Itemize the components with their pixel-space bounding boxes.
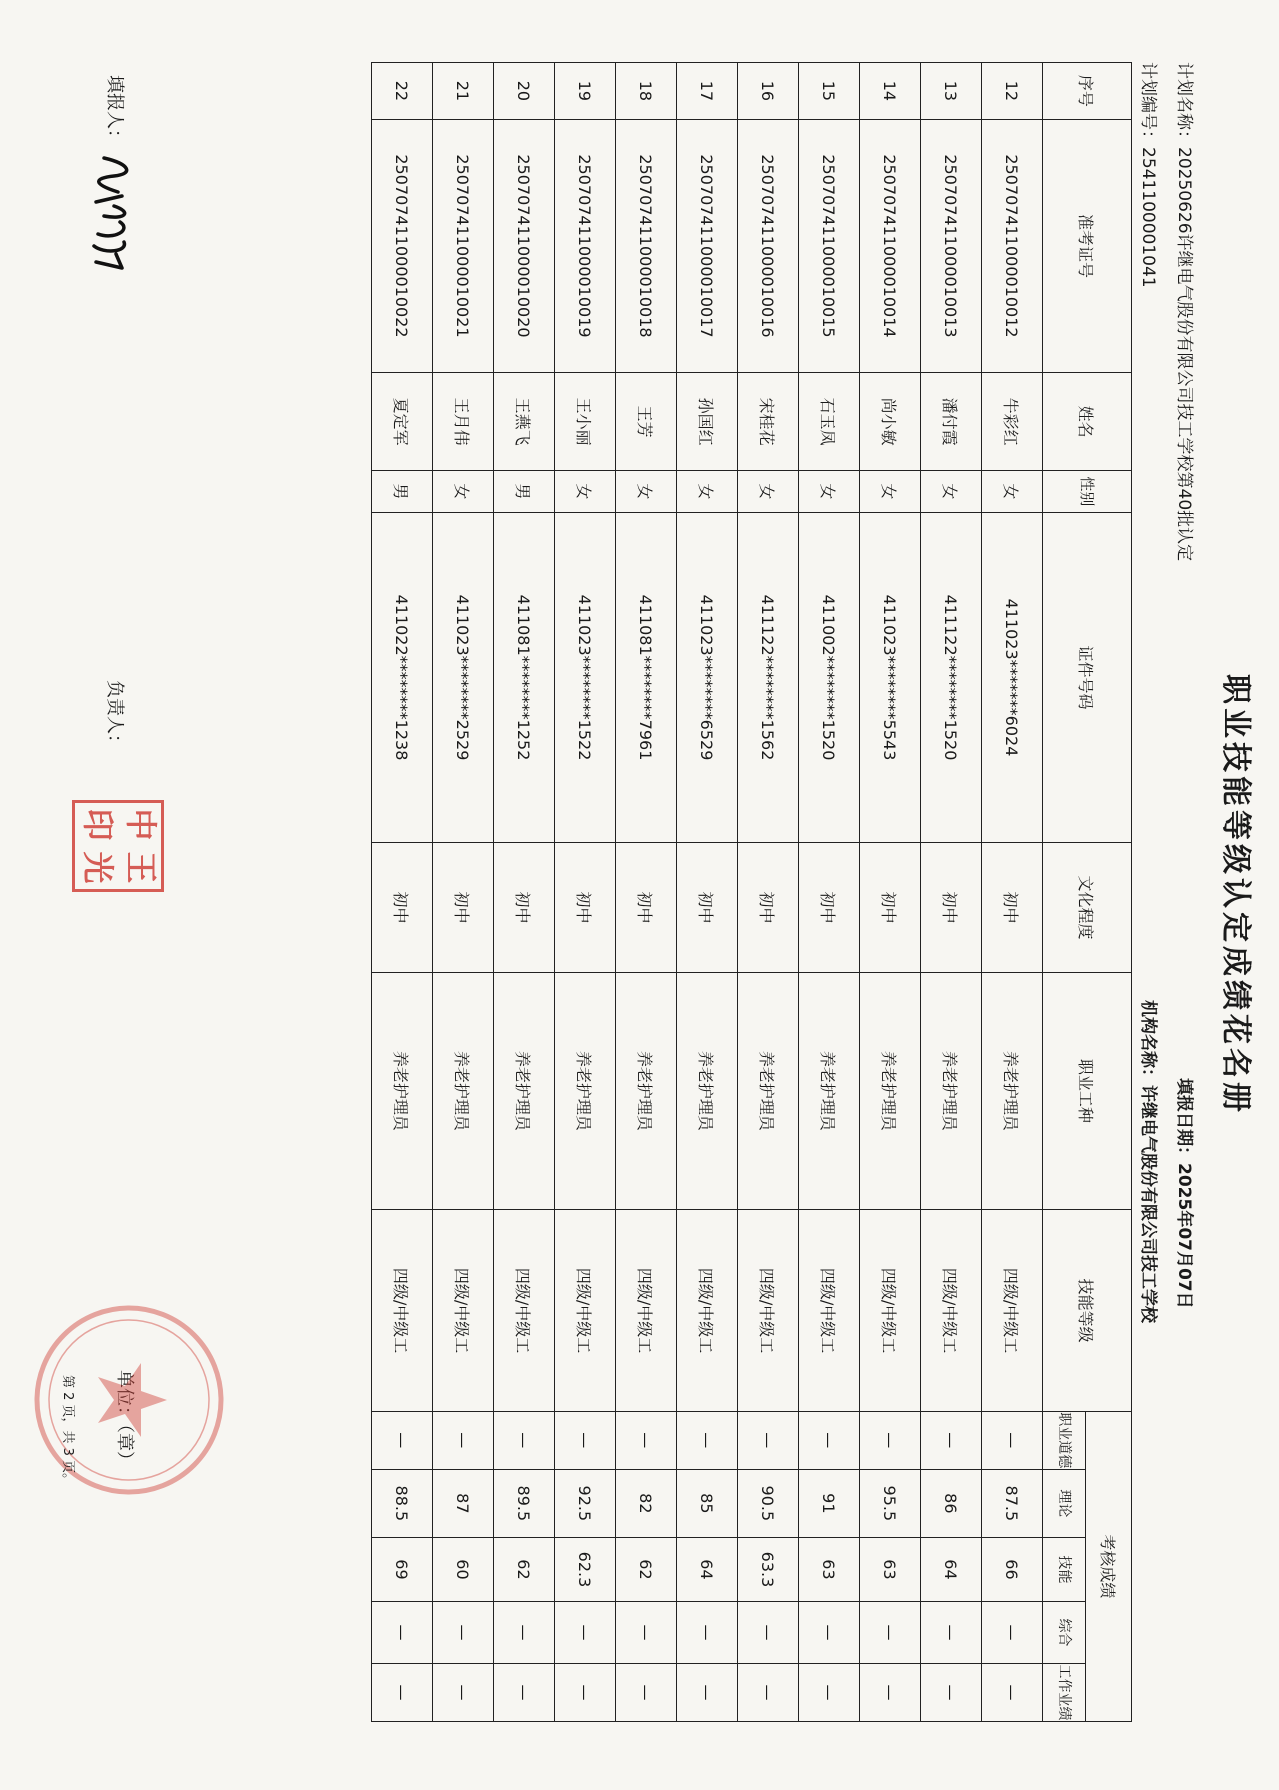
- cell-skill: 60: [433, 1537, 494, 1601]
- header-ethics: 职业道德: [1043, 1411, 1086, 1469]
- personal-seal: [72, 800, 164, 892]
- cell-name: 夏定军: [372, 373, 433, 471]
- cell-seq: 15: [799, 63, 860, 120]
- cell-exam-no: 250707411000010012: [982, 119, 1043, 372]
- table-row: [494, 63, 555, 1722]
- header-seq: 序号: [1043, 63, 1132, 120]
- cell-seq: 20: [494, 63, 555, 120]
- document-title: 职业技能等级认定成绩花名册: [1218, 674, 1253, 1116]
- seal-char: 光: [79, 851, 117, 884]
- cell-performance: —: [677, 1664, 738, 1722]
- cell-id-no: 411081********7961: [616, 512, 677, 843]
- cell-name: 潘付霞: [921, 373, 982, 471]
- table-row: [738, 63, 799, 1722]
- score-roster-table: [371, 62, 1132, 1722]
- cell-exam-no: 250707411000010019: [555, 119, 616, 372]
- cell-exam-no: 250707411000010016: [738, 119, 799, 372]
- organization-name: 机构名称：许继电气股份有限公司技工学校: [1138, 1000, 1158, 1323]
- cell-education: 初中: [860, 843, 921, 972]
- filler-label: 填报人：: [104, 75, 125, 147]
- cell-occupation: 养老护理员: [921, 972, 982, 1210]
- cell-occupation: 养老护理员: [494, 972, 555, 1210]
- table-row: [982, 63, 1043, 1722]
- header-performance: 工作业绩: [1043, 1664, 1086, 1722]
- cell-theory: 87.5: [982, 1469, 1043, 1537]
- cell-gender: 男: [494, 471, 555, 512]
- cell-name: 尚小敏: [860, 373, 921, 471]
- cell-ethics: —: [494, 1411, 555, 1469]
- header-name: 姓名: [1043, 373, 1132, 471]
- table-row: [921, 63, 982, 1722]
- cell-exam-no: 250707411000010020: [494, 119, 555, 372]
- header-id-no: 证件号码: [1043, 512, 1132, 843]
- cell-education: 初中: [799, 843, 860, 972]
- cell-ethics: —: [372, 1411, 433, 1469]
- cell-id-no: 411023********5543: [860, 512, 921, 843]
- cell-comprehensive: —: [677, 1602, 738, 1664]
- cell-gender: 女: [921, 471, 982, 512]
- seal-char: 中: [122, 808, 160, 841]
- cell-skill: 63.3: [738, 1537, 799, 1601]
- cell-theory: 95.5: [860, 1469, 921, 1537]
- cell-education: 初中: [433, 843, 494, 972]
- cell-performance: —: [555, 1664, 616, 1722]
- cell-theory: 86: [921, 1469, 982, 1537]
- unit-label: 单位：（章）: [114, 1370, 135, 1469]
- cell-ethics: —: [799, 1411, 860, 1469]
- cell-education: 初中: [982, 843, 1043, 972]
- cell-seq: 19: [555, 63, 616, 120]
- cell-education: 初中: [677, 843, 738, 972]
- cell-id-no: 411023********6529: [677, 512, 738, 843]
- cell-performance: —: [860, 1664, 921, 1722]
- cell-level: 四级/中级工: [555, 1210, 616, 1412]
- cell-comprehensive: —: [372, 1602, 433, 1664]
- cell-level: 四级/中级工: [372, 1210, 433, 1412]
- cell-comprehensive: —: [982, 1602, 1043, 1664]
- cell-theory: 88.5: [372, 1469, 433, 1537]
- plan-name: 计划名称：20250626许继电气股份有限公司技工学校第40批认定: [1174, 62, 1194, 562]
- seal-char: 印: [79, 808, 117, 841]
- cell-id-no: 411002********1520: [799, 512, 860, 843]
- fill-date: 填报日期：2025年07月07日: [1174, 1078, 1194, 1309]
- table-row: [433, 63, 494, 1722]
- cell-comprehensive: —: [616, 1602, 677, 1664]
- cell-ethics: —: [921, 1411, 982, 1469]
- cell-theory: 82: [616, 1469, 677, 1537]
- cell-exam-no: 250707411000010017: [677, 119, 738, 372]
- cell-skill: 64: [677, 1537, 738, 1601]
- cell-ethics: —: [677, 1411, 738, 1469]
- cell-gender: 女: [982, 471, 1043, 512]
- cell-occupation: 养老护理员: [372, 972, 433, 1210]
- cell-skill: 69: [372, 1537, 433, 1601]
- cell-seq: 21: [433, 63, 494, 120]
- cell-ethics: —: [738, 1411, 799, 1469]
- cell-gender: 女: [677, 471, 738, 512]
- cell-education: 初中: [555, 843, 616, 972]
- cell-performance: —: [921, 1664, 982, 1722]
- cell-performance: —: [799, 1664, 860, 1722]
- cell-seq: 22: [372, 63, 433, 120]
- cell-level: 四级/中级工: [982, 1210, 1043, 1412]
- cell-gender: 女: [555, 471, 616, 512]
- cell-theory: 87: [433, 1469, 494, 1537]
- cell-id-no: 411023*******6024: [982, 512, 1043, 843]
- header-scores: 考核成绩: [1086, 1411, 1132, 1721]
- cell-name: 宋桂花: [738, 373, 799, 471]
- cell-skill: 64: [921, 1537, 982, 1601]
- cell-education: 初中: [494, 843, 555, 972]
- cell-ethics: —: [433, 1411, 494, 1469]
- cell-exam-no: 250707411000010022: [372, 119, 433, 372]
- cell-gender: 女: [616, 471, 677, 512]
- cell-seq: 12: [982, 63, 1043, 120]
- header-education: 文化程度: [1043, 843, 1132, 972]
- cell-id-no: 411023********2529: [433, 512, 494, 843]
- cell-name: 王芳: [616, 373, 677, 471]
- header-theory: 理论: [1043, 1469, 1086, 1537]
- cell-theory: 85: [677, 1469, 738, 1537]
- cell-level: 四级/中级工: [433, 1210, 494, 1412]
- header-skill-level: 技能等级: [1043, 1210, 1132, 1412]
- cell-skill: 62: [616, 1537, 677, 1601]
- cell-exam-no: 250707411000010015: [799, 119, 860, 372]
- roster-body: [372, 63, 1043, 1722]
- cell-level: 四级/中级工: [677, 1210, 738, 1412]
- cell-seq: 18: [616, 63, 677, 120]
- table-row: [677, 63, 738, 1722]
- official-seal: [29, 1300, 229, 1500]
- cell-skill: 66: [982, 1537, 1043, 1601]
- cell-gender: 女: [860, 471, 921, 512]
- cell-name: 王小丽: [555, 373, 616, 471]
- cell-level: 四级/中级工: [738, 1210, 799, 1412]
- cell-exam-no: 250707411000010021: [433, 119, 494, 372]
- cell-seq: 17: [677, 63, 738, 120]
- cell-gender: 女: [799, 471, 860, 512]
- header-exam-no: 准考证号: [1043, 119, 1132, 372]
- cell-skill: 63: [799, 1537, 860, 1601]
- cell-id-no: 411081********1252: [494, 512, 555, 843]
- cell-exam-no: 250707411000010014: [860, 119, 921, 372]
- table-row: [799, 63, 860, 1722]
- cell-performance: —: [982, 1664, 1043, 1722]
- cell-name: 孙国红: [677, 373, 738, 471]
- cell-ethics: —: [616, 1411, 677, 1469]
- cell-gender: 男: [372, 471, 433, 512]
- table-row: [555, 63, 616, 1722]
- cell-occupation: 养老护理员: [677, 972, 738, 1210]
- cell-performance: —: [494, 1664, 555, 1722]
- cell-id-no: 411122********1562: [738, 512, 799, 843]
- cell-performance: —: [372, 1664, 433, 1722]
- cell-comprehensive: —: [860, 1602, 921, 1664]
- cell-comprehensive: —: [921, 1602, 982, 1664]
- cell-name: 王月伟: [433, 373, 494, 471]
- cell-theory: 90.5: [738, 1469, 799, 1537]
- cell-level: 四级/中级工: [494, 1210, 555, 1412]
- cell-education: 初中: [372, 843, 433, 972]
- cell-occupation: 养老护理员: [433, 972, 494, 1210]
- cell-performance: —: [738, 1664, 799, 1722]
- cell-occupation: 养老护理员: [860, 972, 921, 1210]
- cell-exam-no: 250707411000010018: [616, 119, 677, 372]
- cell-id-no: 411122********1520: [921, 512, 982, 843]
- cell-id-no: 411023********1522: [555, 512, 616, 843]
- cell-exam-no: 250707411000010013: [921, 119, 982, 372]
- seal-char: 王: [122, 851, 160, 884]
- cell-name: 王燕飞: [494, 373, 555, 471]
- cell-gender: 女: [433, 471, 494, 512]
- cell-ethics: —: [982, 1411, 1043, 1469]
- cell-occupation: 养老护理员: [738, 972, 799, 1210]
- cell-theory: 92.5: [555, 1469, 616, 1537]
- handwritten-signature: [84, 150, 144, 280]
- cell-level: 四级/中级工: [860, 1210, 921, 1412]
- cell-occupation: 养老护理员: [982, 972, 1043, 1210]
- cell-name: 牛彩红: [982, 373, 1043, 471]
- page-number: 第 2 页，共 3 页。: [60, 1375, 75, 1487]
- cell-id-no: 411022********1238: [372, 512, 433, 843]
- cell-seq: 16: [738, 63, 799, 120]
- cell-comprehensive: —: [494, 1602, 555, 1664]
- plan-number: 计划编号：2541100001041: [1138, 62, 1158, 288]
- header-gender: 性别: [1043, 471, 1132, 512]
- cell-comprehensive: —: [433, 1602, 494, 1664]
- cell-performance: —: [616, 1664, 677, 1722]
- cell-ethics: —: [860, 1411, 921, 1469]
- header-row: [1086, 63, 1132, 1722]
- cell-gender: 女: [738, 471, 799, 512]
- cell-skill: 62: [494, 1537, 555, 1601]
- cell-skill: 63: [860, 1537, 921, 1601]
- cell-occupation: 养老护理员: [616, 972, 677, 1210]
- cell-skill: 62.3: [555, 1537, 616, 1601]
- table-row: [860, 63, 921, 1722]
- cell-performance: —: [433, 1664, 494, 1722]
- table-row: [372, 63, 433, 1722]
- header-occupation: 职业工种: [1043, 972, 1132, 1210]
- cell-education: 初中: [738, 843, 799, 972]
- cell-seq: 13: [921, 63, 982, 120]
- cell-level: 四级/中级工: [616, 1210, 677, 1412]
- cell-education: 初中: [921, 843, 982, 972]
- cell-seq: 14: [860, 63, 921, 120]
- owner-label: 负责人：: [104, 680, 125, 752]
- cell-name: 石玉凤: [799, 373, 860, 471]
- cell-theory: 91: [799, 1469, 860, 1537]
- cell-theory: 89.5: [494, 1469, 555, 1537]
- cell-comprehensive: —: [799, 1602, 860, 1664]
- cell-ethics: —: [555, 1411, 616, 1469]
- table-row: [616, 63, 677, 1722]
- cell-level: 四级/中级工: [799, 1210, 860, 1412]
- cell-education: 初中: [616, 843, 677, 972]
- cell-comprehensive: —: [555, 1602, 616, 1664]
- header-skill: 技能: [1043, 1537, 1086, 1601]
- cell-level: 四级/中级工: [921, 1210, 982, 1412]
- cell-occupation: 养老护理员: [555, 972, 616, 1210]
- cell-occupation: 养老护理员: [799, 972, 860, 1210]
- cell-comprehensive: —: [738, 1602, 799, 1664]
- header-comprehensive: 综合: [1043, 1602, 1086, 1664]
